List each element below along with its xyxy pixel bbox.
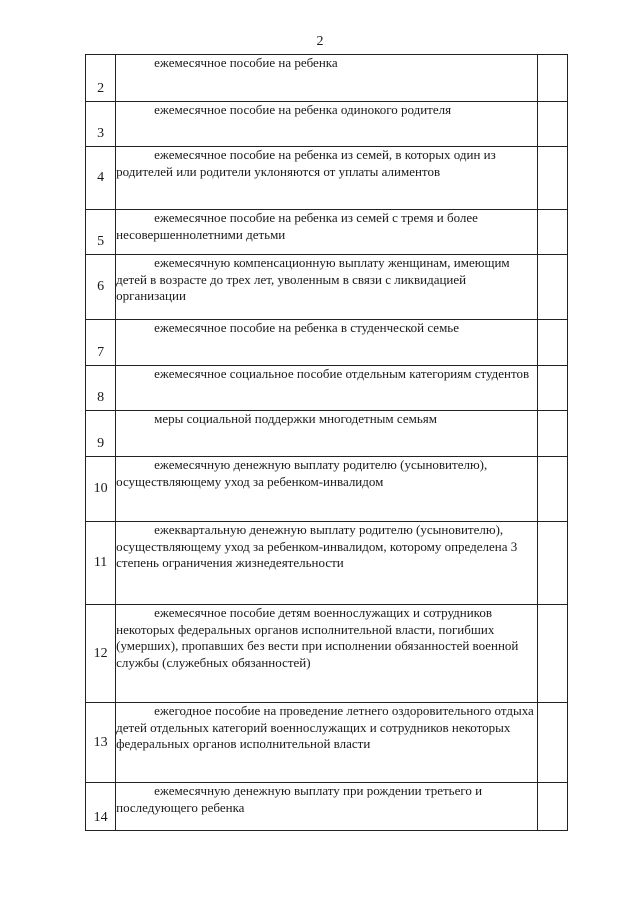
- row-number-cell: [86, 255, 116, 320]
- row-number: 8: [97, 390, 105, 405]
- table-row: [86, 210, 568, 255]
- empty-cell: [537, 55, 567, 102]
- row-number-cell: [86, 411, 116, 457]
- row-number-cell: [86, 457, 116, 522]
- row-number: 3: [97, 126, 105, 141]
- row-text-cell: [116, 255, 538, 320]
- row-text-cell: [116, 210, 538, 255]
- empty-cell: [537, 522, 567, 605]
- table-row: [86, 522, 568, 605]
- row-text: ежемесячное пособие на ребенка из семей, в которых один из родителей или родители уклоняются от уплаты алиментов: [116, 147, 496, 179]
- row-number: 11: [93, 555, 108, 570]
- row-text-cell: [116, 366, 538, 411]
- table-row: [86, 102, 568, 147]
- row-number: 13: [93, 734, 108, 750]
- row-number: 7: [97, 345, 105, 360]
- row-text-cell: [116, 703, 538, 783]
- empty-cell: [537, 210, 567, 255]
- table-row: [86, 703, 568, 783]
- row-text-cell: [116, 522, 538, 605]
- row-number: 10: [93, 481, 108, 496]
- row-number-cell: [86, 55, 116, 102]
- row-number: 4: [97, 170, 105, 185]
- empty-cell: [537, 605, 567, 703]
- table-row: [86, 457, 568, 522]
- row-text-cell: [116, 102, 538, 147]
- benefits-table: [85, 54, 568, 831]
- row-number: 5: [97, 234, 105, 249]
- row-number: 9: [97, 436, 105, 451]
- row-text: ежемесячное пособие детям военнослужащих и сотрудников некоторых федеральных органов исполнительной власти, погибших (умерших), пропавших без вести при исполнении обязанностей военной службы (служебных обязанностей): [116, 605, 519, 670]
- row-number: 6: [97, 279, 105, 294]
- row-text: ежемесячное социальное пособие отдельным категориям студентов: [154, 366, 530, 381]
- row-text: ежемесячное пособие на ребенка в студенческой семье: [154, 320, 459, 335]
- table-row: [86, 411, 568, 457]
- row-number-cell: [86, 147, 116, 210]
- row-text: ежемесячное пособие на ребенка одинокого родителя: [154, 102, 452, 117]
- row-number-cell: [86, 102, 116, 147]
- empty-cell: [537, 366, 567, 411]
- row-number-cell: [86, 783, 116, 831]
- empty-cell: [537, 703, 567, 783]
- empty-cell: [537, 255, 567, 320]
- table-row: [86, 605, 568, 703]
- page-number: 2: [316, 34, 324, 49]
- empty-cell: [537, 411, 567, 457]
- row-text: ежемесячную компенсационную выплату женщинам, имеющим детей в возрасте до трех лет, уволенным в связи с ликвидацией организации: [116, 255, 510, 303]
- row-text: ежемесячную денежную выплату родителю (усыновителю), осуществляющему уход за ребенком-инвалидом: [116, 457, 488, 489]
- row-text-cell: [116, 605, 538, 703]
- empty-cell: [537, 102, 567, 147]
- table-row: [86, 255, 568, 320]
- row-number: 12: [93, 645, 108, 661]
- row-number-cell: [86, 522, 116, 605]
- empty-cell: [537, 147, 567, 210]
- row-text-cell: [116, 55, 538, 102]
- row-text: ежемесячную денежную выплату при рождении третьего и последующего ребенка: [116, 783, 483, 815]
- row-text-cell: [116, 147, 538, 210]
- row-number-cell: [86, 320, 116, 366]
- row-number-cell: [86, 210, 116, 255]
- row-text: ежемесячное пособие на ребенка из семей с тремя и более несовершеннолетними детьми: [116, 210, 478, 242]
- table-row: [86, 320, 568, 366]
- empty-cell: [537, 457, 567, 522]
- table-row: [86, 783, 568, 831]
- row-number-cell: [86, 366, 116, 411]
- row-text-cell: [116, 320, 538, 366]
- row-text: ежемесячное пособие на ребенка: [154, 55, 338, 70]
- row-text: ежегодное пособие на проведение летнего оздоровительного отдыха детей отдельных категорий военнослужащих и сотрудников некоторых федеральных органов исполнительной власти: [116, 703, 534, 751]
- table-row: [86, 55, 568, 102]
- table-row: [86, 366, 568, 411]
- row-text-cell: [116, 411, 538, 457]
- row-text: меры социальной поддержки многодетным семьям: [154, 411, 437, 426]
- row-text-cell: [116, 783, 538, 831]
- row-number-cell: [86, 703, 116, 783]
- row-number-cell: [86, 605, 116, 703]
- row-text-cell: [116, 457, 538, 522]
- empty-cell: [537, 320, 567, 366]
- empty-cell: [537, 783, 567, 831]
- table-row: [86, 147, 568, 210]
- row-number: 14: [93, 810, 108, 825]
- row-number: 2: [97, 81, 105, 96]
- row-text: ежеквартальную денежную выплату родителю (усыновителю), осуществляющему уход за ребенком-инвалидом, которому определена 3 степень ограничения жизнедеятельности: [116, 522, 518, 570]
